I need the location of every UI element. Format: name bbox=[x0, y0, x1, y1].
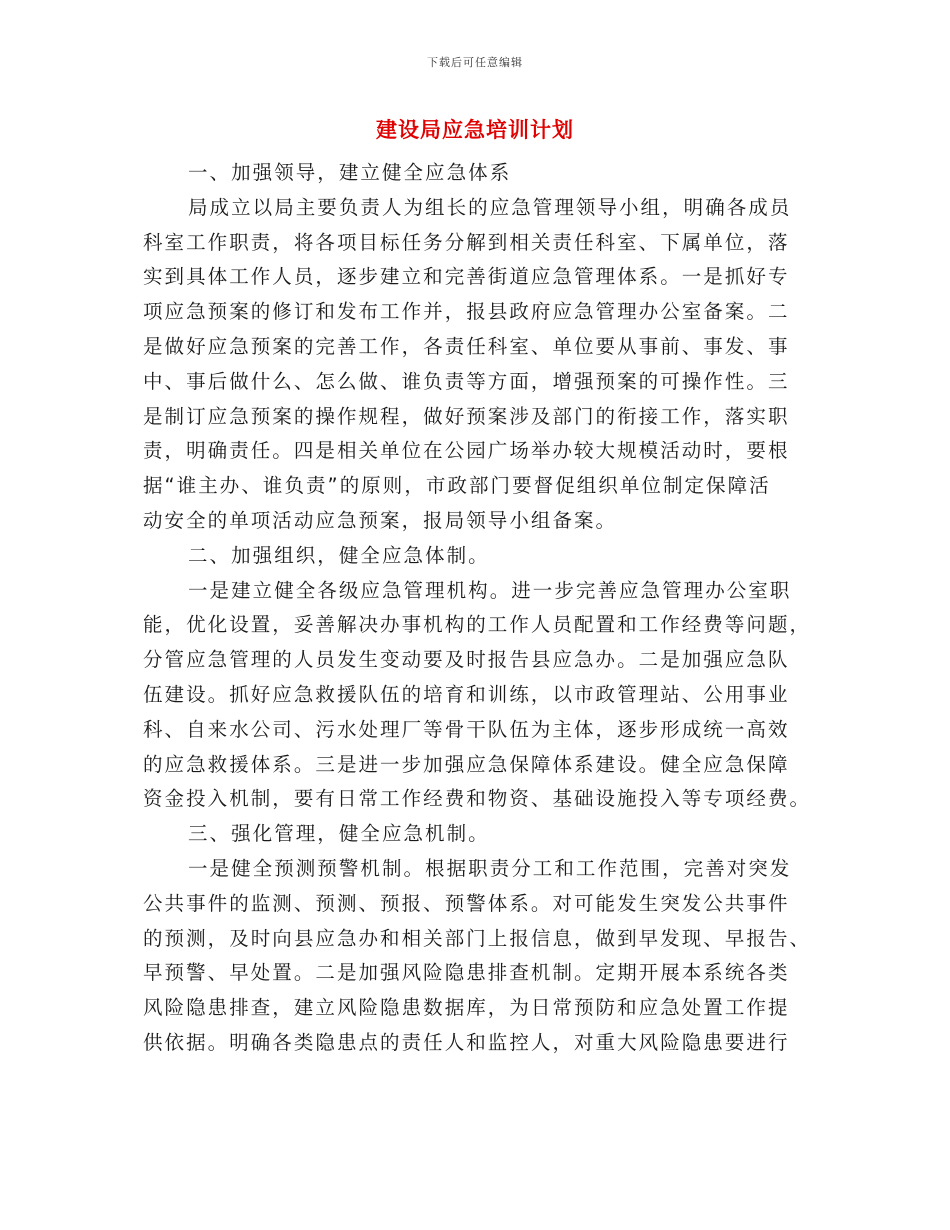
paragraph-line: 责，明确责任。四是相关单位在公园广场举办较大规模活动时，要根 bbox=[143, 439, 790, 463]
paragraph-line: 供依据。明确各类隐患点的责任人和监控人，对重大风险隐患要进行 bbox=[143, 1030, 790, 1054]
paragraph-line: 的预测，及时向县应急办和相关部门上报信息，做到早发现、早报告、 bbox=[143, 926, 811, 950]
paragraph-line: 能，优化设置，妥善解决办事机构的工作人员配置和工作经费等问题， bbox=[143, 613, 811, 637]
paragraph-line: 是制订应急预案的操作规程，做好预案涉及部门的衔接工作，落实职 bbox=[143, 404, 790, 428]
paragraph-line: 动安全的单项活动应急预案，报局领导小组备案。 bbox=[143, 508, 618, 532]
paragraph-line: 项应急预案的修订和发布工作并，报县政府应急管理办公室备案。二 bbox=[143, 300, 790, 324]
paragraph-line: 是做好应急预案的完善工作，各责任科室、单位要从事前、事发、事 bbox=[143, 334, 790, 358]
paragraph-line: 实到具体工作人员，逐步建立和完善街道应急管理体系。一是抓好专 bbox=[143, 265, 790, 289]
paragraph-line: 中、事后做什么、怎么做、谁负责等方面，增强预案的可操作性。三 bbox=[143, 369, 790, 393]
document-title: 建设局应急培训计划 bbox=[376, 118, 574, 142]
paragraph-line: 科、自来水公司、污水处理厂等骨干队伍为主体，逐步形成统一高效 bbox=[143, 717, 790, 741]
paragraph-line: 伍建设。抓好应急救援队伍的培育和训练，以市政管理站、公用事业 bbox=[143, 682, 790, 706]
paragraph-line: 早预警、早处置。二是加强风险隐患排查机制。定期开展本系统各类 bbox=[143, 961, 790, 985]
paragraph-line: 的应急救援体系。三是进一步加强应急保障体系建设。健全应急保障 bbox=[143, 752, 790, 776]
paragraph-line: 风险隐患排查，建立风险隐患数据库，为日常预防和应急处置工作提 bbox=[143, 996, 790, 1020]
paragraph-line: 据“谁主办、谁负责”的原则，市政部门要督促组织单位制定保障活 bbox=[143, 474, 771, 498]
section-heading: 三、强化管理，健全应急机制。 bbox=[188, 822, 490, 846]
section-heading: 二、加强组织，健全应急体制。 bbox=[188, 543, 490, 567]
document-body bbox=[143, 156, 811, 1061]
paragraph-line: 公共事件的监测、预测、预报、预警体系。对可能发生突发公共事件 bbox=[143, 891, 790, 915]
paragraph-line: 一是建立健全各级应急管理机构。进一步完善应急管理办公室职 bbox=[188, 578, 792, 602]
paragraph-line: 局成立以局主要负责人为组长的应急管理领导小组，明确各成员 bbox=[188, 195, 792, 219]
header-note: 下载后可任意编辑 bbox=[427, 56, 523, 69]
paragraph-line: 科室工作职责，将各项目标任务分解到相关责任科室、下属单位，落 bbox=[143, 230, 790, 254]
paragraph-line: 分管应急管理的人员发生变动要及时报告县应急办。二是加强应急队 bbox=[143, 648, 790, 672]
section-heading: 一、加强领导，建立健全应急体系 bbox=[188, 161, 512, 184]
paragraph-line: 资金投入机制，要有日常工作经费和物资、基础设施投入等专项经费。 bbox=[143, 787, 811, 811]
paragraph-line: 一是健全预测预警机制。根据职责分工和工作范围，完善对突发 bbox=[188, 856, 792, 880]
